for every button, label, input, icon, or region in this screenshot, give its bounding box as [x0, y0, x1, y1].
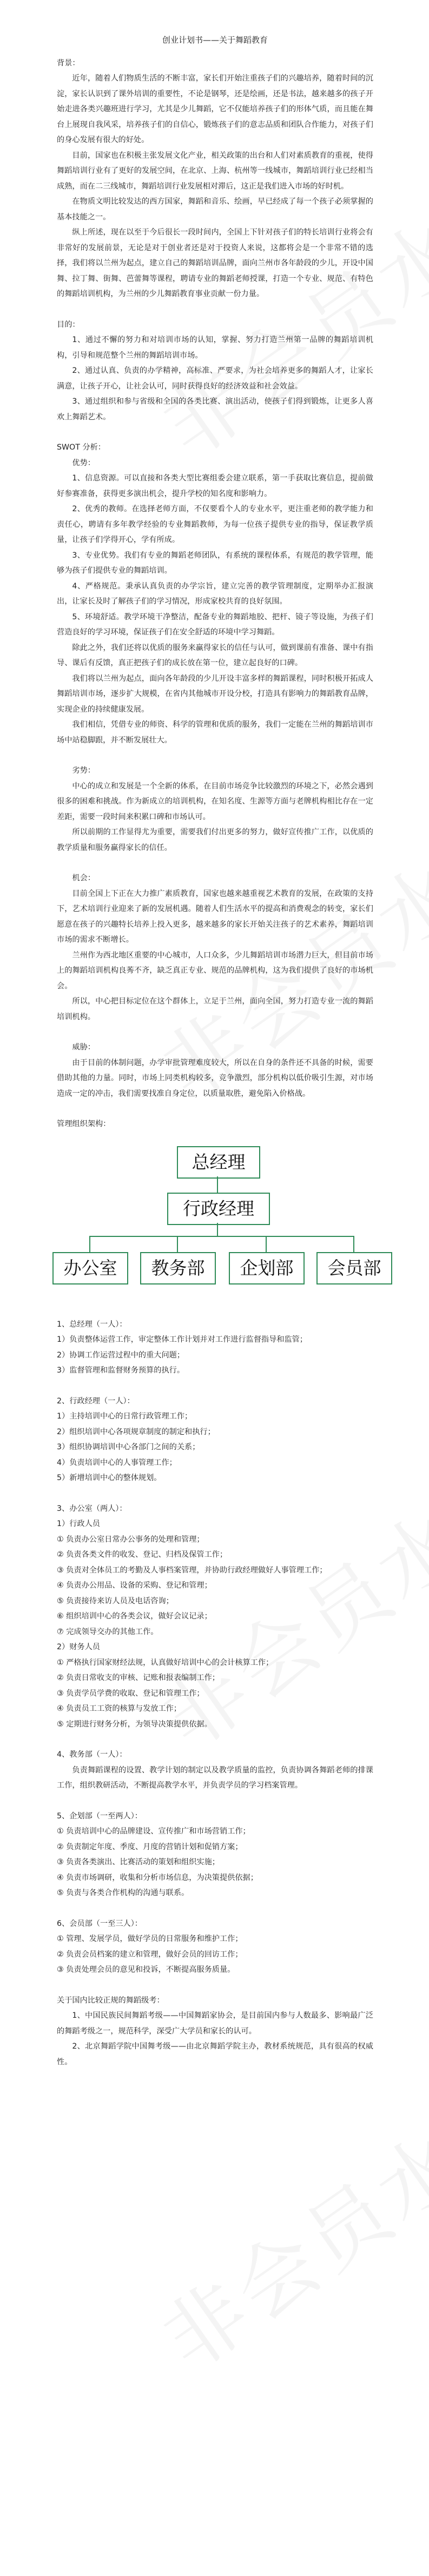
list-item: 5、环境舒适。教学环境干净整洁，配备专业的舞蹈地胶、把杆、镜子等设施，为孩子们营造良好的学习环境，保证孩子们在安全舒适的环境中学习舞蹈。: [57, 612, 373, 637]
paragraph: 纵上所述，现在以至于今后很长一段时间内，全国上下针对孩子们的特长培训行业将会有非常好的发展前景，无论是对于创业者还是对于投资人来说，这都将会是一个非常不错的选择，我们将以兰州为起点，建立自己的舞蹈培训品牌，面向兰州市各年龄段的少儿，开设中国舞、拉丁舞、街舞、芭蕾舞等课程，聘请专业的舞蹈老师授课，打造一个专业、规范、有特色的舞蹈培训机构，为兰州的少儿舞蹈教育事业贡献一份力量。: [57, 228, 373, 298]
role-heading: 3、办公室（两人）：: [57, 1504, 127, 1513]
list-item: 1）负责整体运营工作，审定整体工作计划并对工作进行监督指导和监管；: [57, 1335, 308, 1344]
list-item: 3）监督管理和监督财务预算的执行。: [57, 1366, 185, 1375]
role-subheading: 2）财务人员: [57, 1643, 100, 1651]
org-connector: [217, 1223, 218, 1236]
list-item: ② 负责各类文件的收发、登记、归档及保管工作；: [57, 1550, 228, 1559]
list-item: 2、通过认真、负责的办学精神，高标准、严要求，为社会培养更多的舞蹈人才，让家长满意，让孩子开心，让社会认可，同时获得良好的经济效益和社会效益。: [57, 366, 373, 391]
role-list: [57, 1332, 373, 1379]
org-connector: [266, 1236, 267, 1252]
subheading-threats: 威胁：: [72, 1043, 95, 1052]
strengths-list: [57, 471, 373, 640]
paragraph: 所以前期的工作显得尤为重要，需要我们付出更多的努力，做好宣传推广工作，以优质的教学质量和服务赢得家长的信任。: [57, 828, 373, 852]
list-item: ③ 负责处理会员的意见和投诉，不断提高服务质量。: [57, 1965, 235, 1974]
section-heading-swot: SWOT 分析：: [57, 443, 105, 452]
paragraph: 兰州作为西北地区重要的中心城市，人口众多，少儿舞蹈培训市场潜力巨大，但目前市场上的舞蹈培训机构良莠不齐，缺乏真正专业、规范的品牌机构，这为我们提供了良好的市场机会。: [57, 951, 373, 991]
list-item: ① 管理、发展学员，做好学员的日常服务和维护工作；: [57, 1935, 243, 1943]
paragraph: 近年，随着人们物质生活的不断丰富，家长们开始注重孩子们的兴趣培养，随着时间的沉淀，家长认识到了课外培训的重要性，不论是钢琴，还是绘画，还是书法，越来越多的孩子开始走进各类兴趣班进行学习，尤其是少儿舞蹈，它不仅能培养孩子们的形体气质，而且能在舞台上展现自我风采，培养孩子们的自信心，锻炼孩子们的意志品质和团队合作能力，对孩子们的身心发展有很大的好处。: [57, 74, 373, 144]
role-subheading: 1）行政人员: [57, 1520, 100, 1528]
org-chart: [52, 1146, 388, 1303]
org-node-membership: 会员部: [316, 1252, 392, 1284]
org-connector: [89, 1236, 90, 1252]
org-connector: [177, 1236, 178, 1252]
role-list: [57, 1409, 373, 1486]
role-list: [57, 1532, 373, 1640]
subheading-opportunities: 机会：: [72, 874, 95, 882]
role-list: [57, 1824, 373, 1901]
org-node-admin-manager: 行政经理: [167, 1193, 270, 1225]
list-item: ④ 负责员工工资的核算与发放工作；: [57, 1704, 182, 1713]
section-heading-org: 管理组织架构：: [57, 1120, 111, 1128]
paragraph: 所以，中心把目标定位在这个群体上，立足于兰州，面向全国，努力打造专业一流的舞蹈培训机构。: [57, 997, 373, 1021]
role-list: [57, 1655, 373, 1732]
list-item: ② 负责日常收支的审核、记账和报表编制工作；: [57, 1674, 220, 1682]
list-item: ④ 负责市场调研，收集和分析市场信息，为决策提供依据；: [57, 1873, 258, 1882]
role-heading: 4、教务部（一人）：: [57, 1750, 127, 1759]
paragraph: 负责舞蹈课程的设置、教学计划的制定以及教学质量的监控，负责协调各舞蹈老师的排课工作，组织教研活动，不断提高教学水平，并负责学员的学习档案管理。: [57, 1765, 373, 1790]
list-item: ② 负责会员档案的建立和管理，做好会员的回访工作；: [57, 1950, 243, 1959]
list-item: 3）组织协调培训中心各部门之间的关系；: [57, 1443, 200, 1451]
list-item: 2、优秀的教师。在选择老师方面，不仅要看个人的专业水平，更注重老师的教学能力和责任心，聘请有多年教学经验的专业舞蹈教师，为每一位孩子提供专业的指导，保证教学质量，让孩子们学得开心，学有所成。: [57, 505, 373, 544]
list-item: ③ 负责学员学费的收取、登记和管理工作；: [57, 1689, 204, 1698]
document-title: 创业计划书——关于舞蹈教育: [162, 35, 268, 45]
list-item: 1、信息资源。可以直接和各类大型比赛组委会建立联系，第一手获取比赛信息，提前做好参赛准备，获得更多演出机会，提升学校的知名度和影响力。: [57, 474, 373, 498]
paragraph: 我们相信，凭借专业的师资、科学的管理和优质的服务，我们一定能在兰州的舞蹈培训市场中站稳脚跟，并不断发展壮大。: [57, 720, 373, 745]
list-item: ① 负责培训中心的品牌建设、宣传推广和市场营销工作；: [57, 1827, 250, 1836]
role-heading: 5、企划部（一至两人）：: [57, 1811, 142, 1821]
list-item: ③ 负责对全体员工的考勤及人事档案管理，并协助行政经理做好人事管理工作；: [57, 1565, 327, 1575]
paragraph: 目前全国上下正在大力推广素质教育，国家也越来越重视艺术教育的发展，在政策的支持下，艺术培训行业迎来了新的发展机遇。随着人们生活水平的提高和消费观念的转变，家长们愿意在孩子的兴趣特长培养上投入更多，越来越多的家长开始关注孩子的艺术素养，舞蹈培训市场的需求不断增长。: [57, 889, 373, 944]
list-item: 1）主持培训中心的日常行政管理工作；: [57, 1412, 193, 1421]
watermark-text: [135, 2048, 429, 2392]
list-item: ① 负责办公室日常办公事务的处理和管理；: [57, 1535, 204, 1544]
list-item: 4、严格规范。秉承认真负责的办学宗旨，建立完善的教学管理制度，定期举办汇报演出，让家长及时了解孩子们的学习情况，形成家校共育的良好氛围。: [57, 581, 373, 606]
list-item: 3、通过组织和参与省级和全国的各类比赛、演出活动，使孩子们得到锻炼，让更多人喜欢上舞蹈艺术。: [57, 397, 373, 421]
list-item: 1、中国民族民间舞蹈考级——中国舞蹈家协会，是目前国内参与人数最多、影响最广泛的舞蹈考级之一，规范科学，深受广大学员和家长的认可。: [57, 2011, 373, 2036]
subheading-weaknesses: 劣势：: [72, 766, 95, 775]
paragraph: 除此之外，我们还将以优质的服务来赢得家长的信任与认可，做到课前有准备、课中有指导、课后有反馈，真正把孩子们的成长放在第一位，建立起良好的口碑。: [57, 643, 373, 667]
section-heading-background: 背景：: [57, 58, 80, 68]
list-item: ⑦ 完成领导交办的其他工作。: [57, 1627, 159, 1636]
list-item: 2、北京舞蹈学院中国舞考级——由北京舞蹈学院主办，教材系统规范，具有很高的权威性。: [57, 2042, 373, 2066]
paragraph: 我们将以兰州为起点，面向各年龄段的少儿开设丰富多样的舞蹈课程，同时积极开拓成人舞蹈培训市场，逐步扩大规模，在省内其他城市开设分校，打造具有影响力的舞蹈教育品牌，实现企业的持续健康发展。: [57, 674, 373, 714]
org-connector: [217, 1176, 218, 1193]
list-item: ④ 负责办公用品、设备的采购、登记和管理；: [57, 1581, 212, 1590]
org-node-general-manager: 总经理: [177, 1146, 260, 1179]
list-item: ① 严格执行国家财经法规，认真做好培训中心的会计核算工作；: [57, 1658, 274, 1667]
exam-list: [57, 2008, 373, 2070]
org-connector: [353, 1236, 354, 1252]
subheading-strengths: 优势：: [72, 458, 95, 467]
role-heading: 1、总经理（一人）：: [57, 1320, 127, 1329]
section-heading-exams: 关于国内比较正规的舞蹈级考：: [57, 1996, 164, 2005]
org-connector: [89, 1236, 354, 1237]
list-item: ⑤ 定期进行财务分析，为领导决策提供依据。: [57, 1719, 212, 1729]
list-item: 4）负责培训中心的人事管理工作；: [57, 1458, 177, 1467]
list-item: 2）协调工作运营过程中的重大问题；: [57, 1350, 185, 1360]
section-heading-purpose: 目的：: [57, 320, 80, 329]
role-list: [57, 1931, 373, 1978]
list-item: 1、通过不懈的努力和对培训市场的认知，掌握、努力打造兰州第一品牌的舞蹈培训机构，引导和规范整个兰州的舞蹈培训市场。: [57, 336, 373, 360]
paragraph: 由于目前的体制问题，办学审批管理难度较大，所以在自身的条件还不具备的时候，需要借助其他的力量。同时，市场上同类机构较多，竞争激烈，部分机构以低价吸引生源，对市场造成一定的冲击，我们需要找准自身定位，以质量取胜，避免陷入价格战。: [57, 1058, 373, 1098]
list-item: ③ 负责各类演出、比赛活动的策划和组织实施；: [57, 1858, 220, 1866]
purpose-list: [57, 332, 373, 425]
paragraph: 在物质文明比较发达的西方国家，舞蹈和音乐、绘画，早已经成了每一个孩子必须掌握的基本技能之一。: [57, 197, 373, 222]
org-node-planning: 企划部: [229, 1252, 305, 1284]
paragraph: 中心的成立和发展是一个全新的体系，在目前市场竞争比较激烈的环境之下，必然会遇到很多的困难和挑战。作为新成立的培训机构，在知名度、生源等方面与老牌机构相比存在一定差距，需要一段时间来积累口碑和市场认可。: [57, 781, 373, 821]
document-body: [57, 32, 381, 2070]
list-item: ⑤ 负责接待来访人员及电话咨询；: [57, 1596, 174, 1605]
list-item: ② 负责制定年度、季度、月度的营销计划和促销方案；: [57, 1842, 243, 1851]
list-item: ⑥ 组织培训中心的各类会议，做好会议记录；: [57, 1612, 212, 1621]
list-item: ⑤ 负责与各类合作机构的沟通与联系。: [57, 1889, 189, 1897]
list-item: 3、专业优势。我们有专业的舞蹈老师团队，有系统的课程体系，有规范的教学管理，能够为孩子们提供专业的舞蹈培训。: [57, 551, 373, 575]
role-heading: 6、会员部（一至三人）：: [57, 1919, 142, 1928]
paragraph: 目前，国家也在积极主张发展文化产业，相关政策的出台和人们对素质教育的重视，使得舞蹈培训行业有了更好的发展空间，在北京、上海、杭州等一线城市，舞蹈培训行业已经相当成熟，而在二三线城市，舞蹈培训行业发展相对滞后，这正是我们进入市场的好时机。: [57, 151, 373, 191]
org-node-office: 办公室: [52, 1252, 128, 1284]
org-node-academic: 教务部: [140, 1252, 216, 1284]
role-heading: 2、行政经理（一人）：: [57, 1396, 135, 1406]
list-item: 2）组织培训中心各项规章制度的制定和执行；: [57, 1427, 215, 1436]
list-item: 5）新增培训中心的整体规划。: [57, 1474, 162, 1482]
